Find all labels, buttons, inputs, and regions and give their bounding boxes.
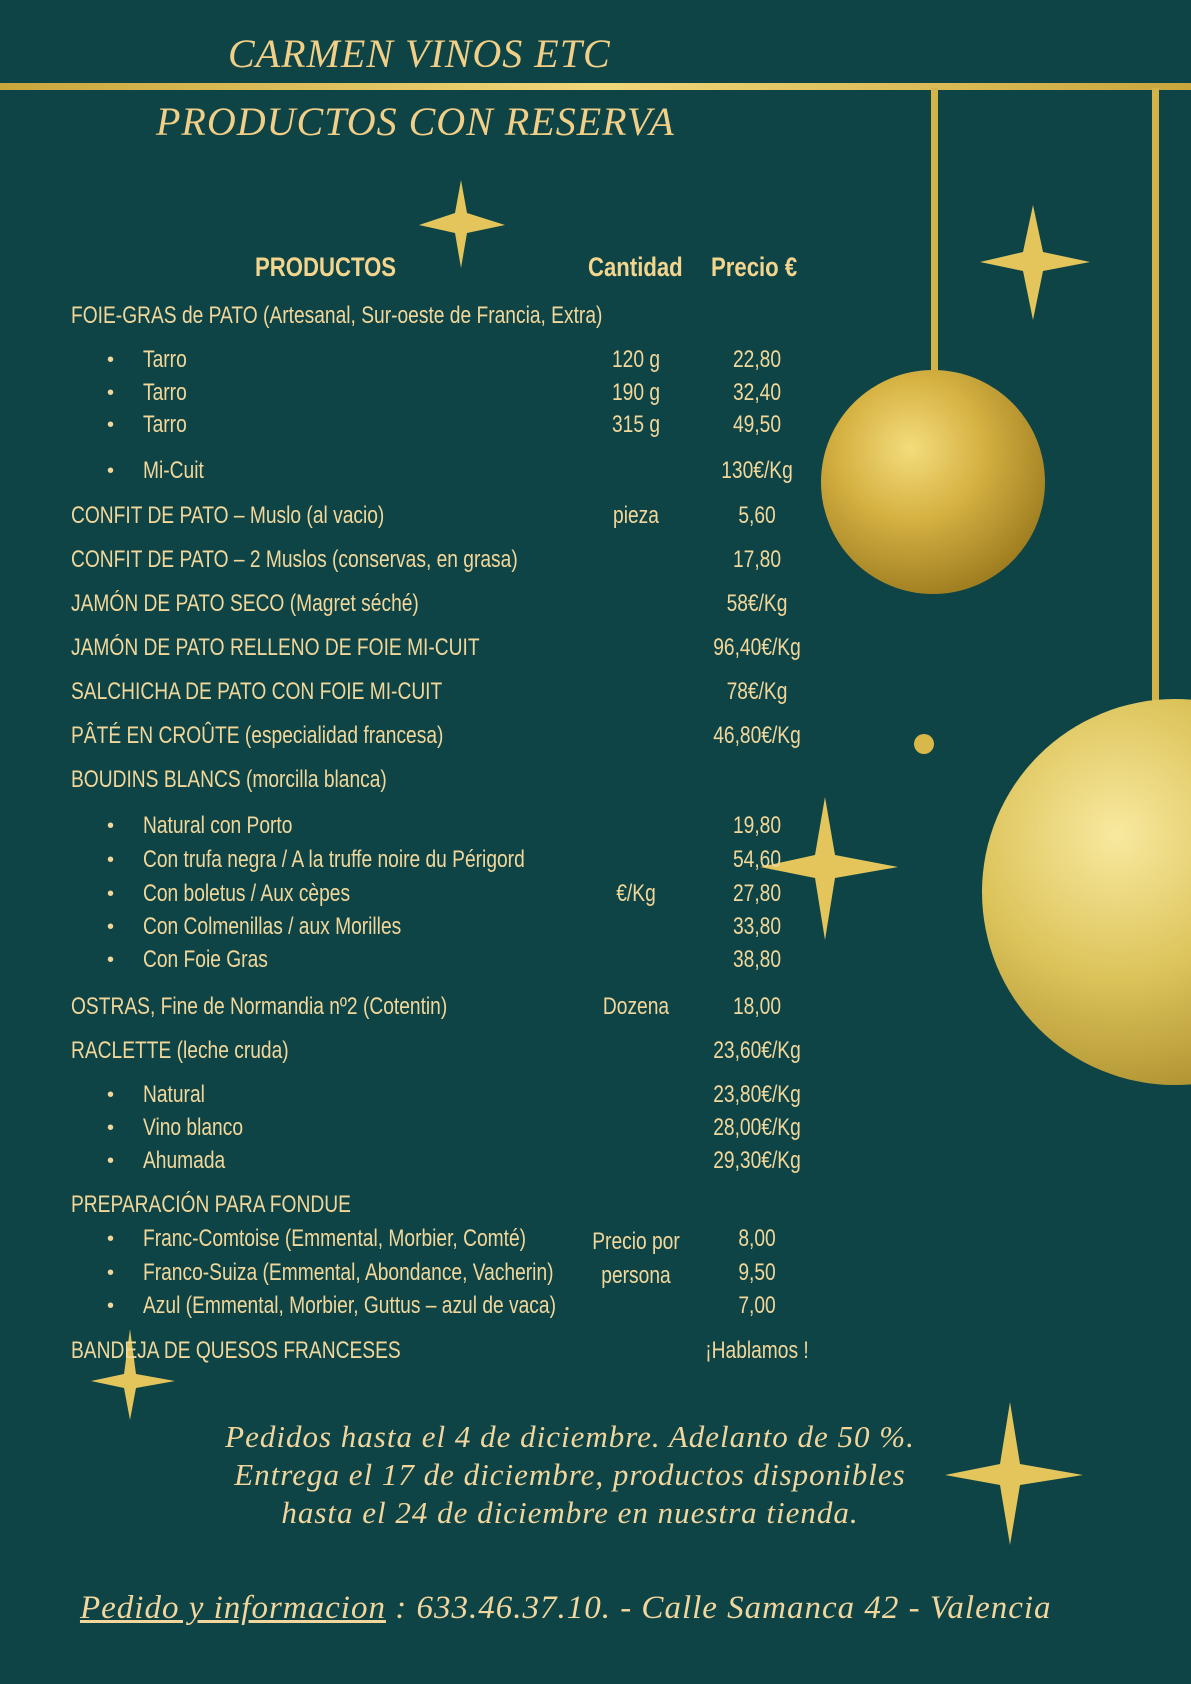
product-row	[0, 502, 820, 532]
product-price: 28,00€/Kg	[713, 1114, 801, 1141]
product-row	[0, 346, 820, 376]
product-name: Natural con Porto	[143, 812, 293, 839]
page-subtitle: PRODUCTOS CON RESERVA	[156, 99, 675, 144]
product-price: 7,00	[738, 1292, 776, 1319]
column-header-quantity: Cantidad	[588, 252, 683, 282]
product-name: OSTRAS, Fine de Normandia nº2 (Cotentin)	[71, 993, 448, 1020]
product-row	[0, 379, 820, 409]
order-note-line: hasta el 24 de diciembre en nuestra tienda.	[281, 1495, 859, 1530]
product-name: FOIE-GRAS de PATO (Artesanal, Sur-oeste de Francia, Extra)	[71, 302, 603, 329]
product-name: Franco-Suiza (Emmental, Abondance, Vacherin)	[143, 1259, 554, 1286]
bauble-string-1	[931, 88, 938, 378]
bauble-string-2	[1152, 88, 1159, 718]
product-name: RACLETTE (leche cruda)	[71, 1037, 289, 1064]
product-row	[0, 946, 820, 976]
product-name: Tarro	[143, 411, 187, 438]
order-note-line: Entrega el 17 de diciembre, productos disponibles	[234, 1457, 906, 1492]
product-quantity: 190 g	[611, 379, 661, 406]
bullet-icon: •	[107, 1228, 115, 1250]
product-name: Natural	[143, 1081, 205, 1108]
product-row	[0, 880, 820, 910]
product-price: 32,40	[732, 379, 782, 406]
product-price: 22,80	[732, 346, 782, 373]
bullet-icon: •	[107, 460, 115, 482]
product-price: 96,40€/Kg	[713, 634, 801, 661]
gold-bauble-small	[821, 370, 1045, 594]
product-row	[0, 812, 820, 842]
header-gold-line	[0, 83, 1191, 90]
product-name: SALCHICHA DE PATO CON FOIE MI-CUIT	[71, 678, 443, 705]
product-name: Mi-Cuit	[143, 457, 204, 484]
product-price: 130€/Kg	[721, 457, 793, 484]
order-notes	[160, 1418, 980, 1532]
product-quantity: €/Kg	[616, 880, 656, 907]
order-note-line: Pedidos hasta el 4 de diciembre. Adelanto de 50 %.	[225, 1419, 915, 1454]
product-row	[0, 1037, 820, 1067]
product-price: 17,80	[732, 546, 782, 573]
product-row	[0, 722, 820, 752]
product-row	[0, 1114, 820, 1144]
product-row	[0, 457, 820, 487]
bullet-icon: •	[107, 815, 115, 837]
star-icon	[419, 180, 505, 268]
product-row	[0, 302, 820, 332]
product-name: Con Colmenillas / aux Morilles	[143, 913, 402, 940]
product-price: 27,80	[732, 880, 782, 907]
product-name: CONFIT DE PATO – Muslo (al vacio)	[71, 502, 385, 529]
product-name: Ahumada	[143, 1147, 226, 1174]
product-row	[0, 1147, 820, 1177]
product-name: BOUDINS BLANCS (morcilla blanca)	[71, 766, 387, 793]
product-row	[0, 634, 820, 664]
product-price: 54,60	[732, 846, 782, 873]
column-header-price: Precio €	[711, 252, 798, 282]
product-price: ¡Hablamos !	[705, 1337, 809, 1364]
bullet-icon: •	[107, 1295, 115, 1317]
gold-bauble-large	[982, 699, 1191, 1085]
product-row	[0, 1337, 820, 1367]
product-row	[0, 993, 820, 1023]
product-name: BANDEJA DE QUESOS FRANCESES	[71, 1337, 401, 1364]
product-name: CONFIT DE PATO – 2 Muslos (conservas, en grasa)	[71, 546, 518, 573]
bullet-icon: •	[107, 1084, 115, 1106]
bullet-icon: •	[107, 1117, 115, 1139]
product-price: 19,80	[732, 812, 782, 839]
product-quantity: pieza	[613, 502, 659, 529]
product-row	[0, 1292, 820, 1322]
bullet-icon: •	[107, 349, 115, 371]
product-row	[0, 913, 820, 943]
product-quantity: 315 g	[611, 411, 661, 438]
product-price: 49,50	[732, 411, 782, 438]
product-row	[0, 1081, 820, 1111]
contact-details: : 633.46.37.10. - Calle Samanca 42 - Valencia	[385, 1590, 1052, 1626]
star-icon	[980, 205, 1090, 320]
bullet-icon: •	[107, 1150, 115, 1172]
contact-link[interactable]: Pedido y informacion	[80, 1590, 386, 1626]
product-price: 38,80	[732, 946, 782, 973]
product-price: 46,80€/Kg	[713, 722, 801, 749]
product-row	[0, 546, 820, 576]
product-row	[0, 1191, 820, 1221]
product-price: 9,50	[738, 1259, 776, 1286]
product-row	[0, 846, 820, 876]
product-price: 18,00	[732, 993, 782, 1020]
product-name: Con trufa negra / A la truffe noire du Périgord	[143, 846, 525, 873]
bullet-icon: •	[107, 849, 115, 871]
product-quantity: 120 g	[611, 346, 661, 373]
product-price: 8,00	[738, 1225, 776, 1252]
product-price: 33,80	[732, 913, 782, 940]
bullet-icon: •	[107, 916, 115, 938]
bullet-icon: •	[107, 414, 115, 436]
product-name: JAMÓN DE PATO RELLENO DE FOIE MI-CUIT	[71, 634, 480, 661]
product-name: Tarro	[143, 346, 187, 373]
product-price: 29,30€/Kg	[713, 1147, 801, 1174]
bullet-icon: •	[107, 1262, 115, 1284]
column-header-products: PRODUCTOS	[255, 252, 397, 282]
product-row	[0, 766, 820, 796]
product-row	[0, 590, 820, 620]
product-name: Vino blanco	[143, 1114, 243, 1141]
product-price: 58€/Kg	[726, 590, 788, 617]
bullet-icon: •	[107, 949, 115, 971]
product-name: PÂTÉ EN CROÛTE (especialidad francesa)	[71, 722, 444, 749]
product-price: 23,60€/Kg	[713, 1037, 801, 1064]
product-name: Tarro	[143, 379, 187, 406]
product-name: JAMÓN DE PATO SECO (Magret séché)	[71, 590, 419, 617]
bullet-icon: •	[107, 382, 115, 404]
product-name: Franc-Comtoise (Emmental, Morbier, Comté)	[143, 1225, 527, 1252]
product-name: Con boletus / Aux cèpes	[143, 880, 351, 907]
product-name: Con Foie Gras	[143, 946, 268, 973]
product-price: 5,60	[738, 502, 776, 529]
fondue-quantity-line: persona	[601, 1262, 671, 1289]
fondue-quantity-note	[572, 1225, 700, 1293]
contact-line	[80, 1590, 1120, 1627]
shop-name: CARMEN VINOS ETC	[228, 31, 611, 76]
product-row	[0, 411, 820, 441]
fondue-quantity-line: Precio por	[592, 1228, 680, 1255]
bullet-icon: •	[107, 883, 115, 905]
product-price: 78€/Kg	[726, 678, 788, 705]
product-price: 23,80€/Kg	[713, 1081, 801, 1108]
product-name: Azul (Emmental, Morbier, Guttus – azul de vaca)	[143, 1292, 556, 1319]
gold-dot	[914, 734, 934, 754]
product-row	[0, 678, 820, 708]
product-name: PREPARACIÓN PARA FONDUE	[71, 1191, 351, 1218]
product-quantity: Dozena	[602, 993, 670, 1020]
